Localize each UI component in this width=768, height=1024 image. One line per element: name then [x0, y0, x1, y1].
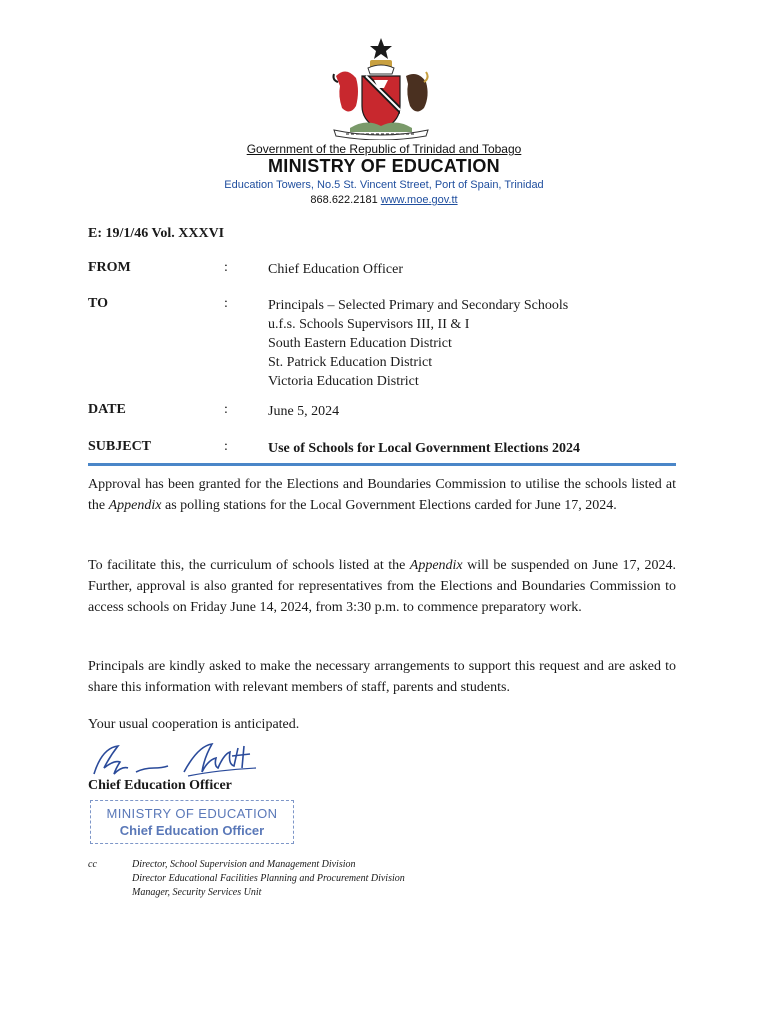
official-stamp: [90, 800, 294, 844]
from-value: Chief Education Officer: [268, 262, 404, 277]
date-value: June 5, 2024: [268, 404, 340, 419]
signatory-title: Chief Education Officer: [88, 778, 232, 793]
subject-value: Use of Schools for Local Government Elections 2024: [268, 441, 580, 456]
to-colon: :: [224, 296, 228, 311]
from-label: FROM: [88, 260, 131, 275]
to-recipients: [268, 296, 688, 391]
cc-item: Manager, Security Services Unit: [132, 887, 262, 898]
paragraph-closing: Your usual cooperation is anticipated.: [88, 717, 300, 732]
coat-of-arms-icon: [326, 36, 436, 140]
date-colon: :: [224, 402, 228, 417]
reference-number: E: 19/1/46 Vol. XXXVI: [88, 226, 225, 241]
paragraph-curriculum: [88, 555, 676, 618]
ministry-address: Education Towers, No.5 St. Vincent Street, Port of Spain, Trinidad: [224, 179, 544, 191]
website-link[interactable]: www.moe.gov.tt: [380, 194, 458, 206]
paragraph-text: as polling stations for the Local Government Elections carded for June 17, 2024.: [161, 498, 617, 513]
cc-label: cc: [88, 859, 97, 870]
to-recipient: South Eastern Education District: [268, 336, 452, 351]
cc-item: Director, School Supervision and Management Division: [132, 859, 356, 870]
to-recipient: Principals – Selected Primary and Secondary Schools: [268, 298, 569, 313]
stamp-line: MINISTRY OF EDUCATION: [106, 806, 278, 821]
cc-list: [132, 858, 405, 900]
paragraph-principals: Principals are kindly asked to make the necessary arrangements to support this request and are asked to share this information with relevant members of staff, parents and students.: [88, 659, 676, 695]
to-recipient: u.f.s. Schools Supervisors III, II & I: [268, 317, 470, 332]
from-colon: :: [224, 260, 228, 275]
paragraph-text: will be suspended on June 17, 2024. Further, approval is also granted for representatives from the Elections and Boundaries Commission to access schools on Friday June 14, 2024, from 3:30 p.m. to commence preparatory work.: [88, 558, 676, 615]
signature-icon: [88, 738, 278, 782]
ministry-contact: [0, 194, 768, 206]
header-divider: [88, 463, 676, 466]
appendix-reference: Appendix: [108, 498, 162, 513]
paragraph-approval: [88, 474, 676, 516]
phone-number: 868.622.2181: [310, 194, 378, 206]
paragraph-text: To facilitate this, the curriculum of schools listed at the: [88, 558, 410, 573]
to-recipient: St. Patrick Education District: [268, 355, 433, 370]
ministry-title: MINISTRY OF EDUCATION: [268, 156, 500, 176]
appendix-reference: Appendix: [409, 558, 463, 573]
government-name: Government of the Republic of Trinidad and Tobago: [246, 142, 522, 156]
subject-label: SUBJECT: [88, 439, 152, 454]
subject-colon: :: [224, 439, 228, 454]
stamp-line: Chief Education Officer: [119, 823, 265, 838]
date-label: DATE: [88, 402, 126, 417]
to-label: TO: [88, 296, 108, 311]
paragraph-text: Approval has been granted for the Elections and Boundaries Commission to utilise the schools listed at the: [88, 477, 676, 513]
to-recipient: Victoria Education District: [268, 374, 419, 389]
cc-item: Director Educational Facilities Planning and Procurement Division: [132, 873, 405, 884]
